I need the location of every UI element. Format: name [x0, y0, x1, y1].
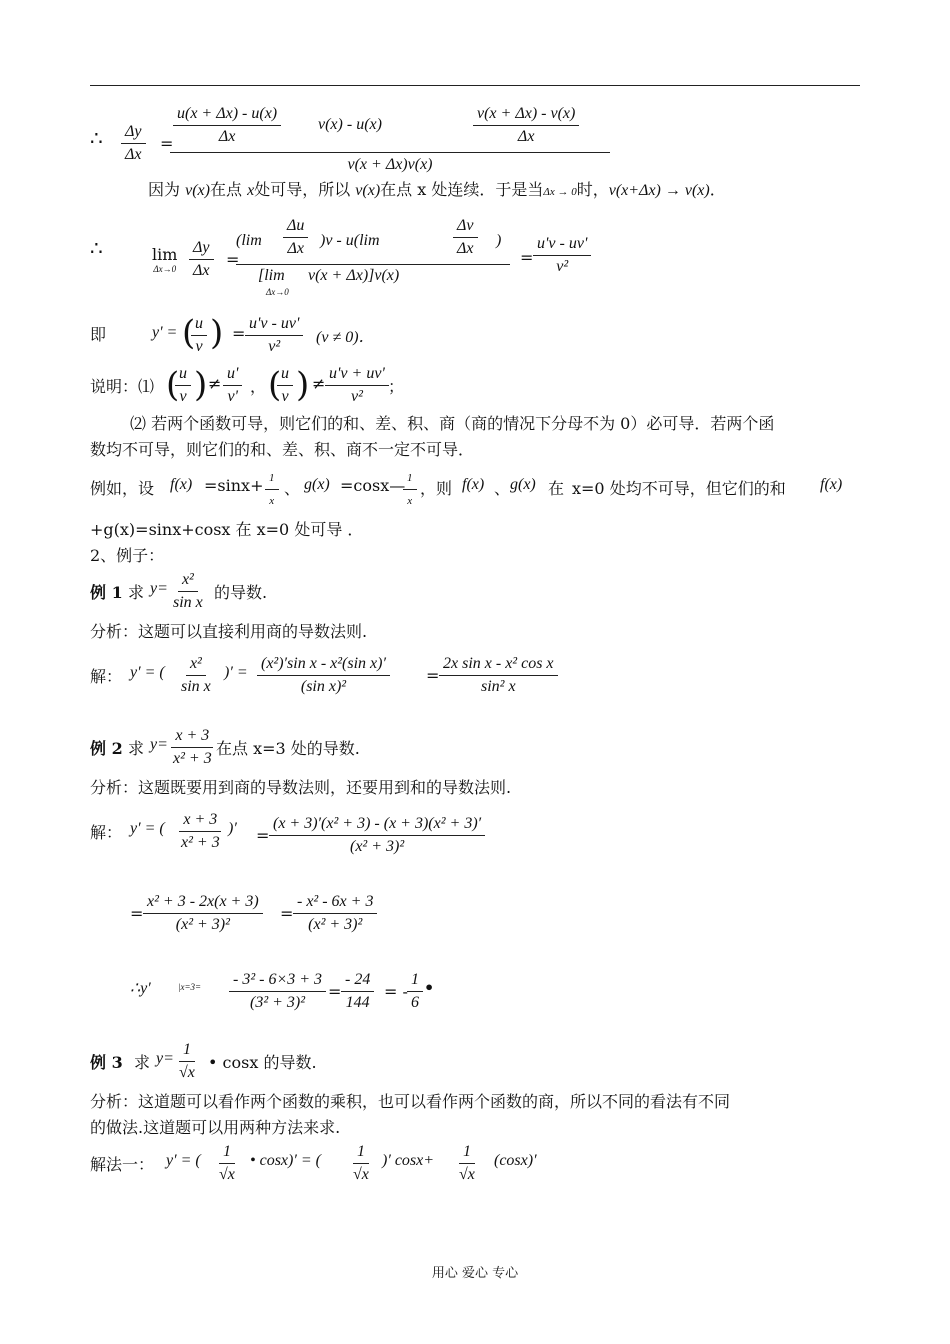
- big-fraction-2: (lim $\frac{\Delta u}{\Delta x}$ )v - u(lim $\frac{\Delta v}{\Delta x}$ ) [lim v(x + Δx)]v(x) Δx→0: [236, 222, 510, 301]
- example-3: 例 3 求 y= $\frac{1}{√x}$ • cosx 的导数.: [90, 1041, 317, 1081]
- header-rule: [90, 85, 860, 86]
- formula-limit: ∴ lim Δx→0 $\frac{\Delta y}{\Delta x}$ = (lim $\frac{\Delta u}{\Delta x}$ )v - u(lim $\frac{\Delta v}{\Delta x}$ ) [lim v(x + Δx)]v(x) Δx→0 = $\frac{u'v - uv'}{\text{v²}}$: [90, 222, 590, 302]
- example-2-analysis: 分析：这题既要用到商的导数法则，还要用到和的导数法则.: [90, 778, 512, 797]
- note-2-line-1: ⑵ 若两个函数可导，则它们的和、差、积、商（商的情况下分母不为 0）必可导．若两个函: [130, 414, 775, 433]
- example-3-analysis-line-1: 分析：这道题可以看作两个函数的乘积，也可以看作两个函数的商，所以不同的看法有不同: [90, 1092, 731, 1111]
- quotient-rule: 即 y' = ( $\frac{u}{v}$ ) = $\frac{u'v - uv'}{\text{v²}}$ (v ≠ 0)．: [90, 313, 375, 355]
- example-intro-line-2: +g(x)=sinx+cosx 在 x=0 处可导 ．: [90, 520, 364, 539]
- example-3-solution-1: 解法一： y′ = ( $\frac{1}{√x}$ • cosx)′ = ( $\frac{1}{√x}$ )′ cosx+ $\frac{1}{√x}$ (cosx)′: [90, 1143, 537, 1183]
- note-1: 说明：⑴ ( $\frac{u}{v}$ ) ≠ $\frac{u'}{v'}$ ， ( $\frac{u}{v}$ ) ≠ $\frac{u'v + uv'}{\text{v²}}$ ；: [90, 365, 405, 405]
- example-2-solution-step-1: 解： y′ = ( $\frac{x + 3}{\text{x² + 3}}$ )′ = $\frac{\text{(x + 3)′(x² + 3) - (x + 3)(x² + 3)′}}{\text{(x² + 3)²}}$: [90, 812, 610, 868]
- note-2-line-2: 数均不可导，则它们的和、差、积、商不一定不可导．: [90, 440, 475, 459]
- example-2: 例 2 求 y= $\frac{x + 3}{\text{x² + 3}}$ 在点 x=3 处的导数.: [90, 727, 360, 767]
- example-intro: 例如，设 f(x) =sinx+ $\frac{1}{x}$ 、 g(x) =cosx— $\frac{1}{x}$ ，则 f(x) 、 g(x) 在 x=0 处均不可导，但它们的和 f(x): [90, 466, 870, 514]
- example-1-analysis: 分析：这题可以直接利用商的导数法则.: [90, 622, 368, 641]
- example-1: 例 1 求 y= $\frac{\text{x²}}{\text{sin x}}$ 的导数.: [90, 571, 268, 611]
- lim-block: lim Δx→0: [152, 245, 178, 274]
- example-2-solution-step-3: ∴y′ |x=3= $\frac{\text{- 3² - 6×3 + 3}}{\text{(3² + 3)²}}$ = $\frac{- 24}{144}$ = - $\frac{1}{6}$ •: [130, 971, 435, 1011]
- example-1-solution: 解： y′ = ( $\frac{\text{x²}}{\text{sin x}}$ )′ = $\frac{\text{(x²)′sin x - x²(sin x)′}}{\text{(sin x)²}}$ = $\frac{\text{2x sin x - x² cos x}}{\text{sin² x}}$: [90, 654, 610, 710]
- therefore-symbol: ∴: [90, 126, 103, 150]
- page-footer: 用心 爱心 专心: [431, 1266, 519, 1281]
- big-fraction-1: $\frac{u(x + \Delta x) - u(x)}{\Delta x}$ v(x) - u(x) $\frac{v(x + \Delta x) - v(x)}{\Delta x}$ v(x + Δx)v(x): [170, 104, 610, 177]
- dy-over-dx: $\frac{\Delta y}{\Delta x}$: [121, 122, 146, 165]
- section-2-heading: 2、例子：: [90, 546, 165, 565]
- example-2-solution-step-2: = $\frac{\text{x² + 3 - 2x(x + 3)}}{\text{(x² + 3)²}}$ = $\frac{\text{- x² - 6x + 3}}{\text{(x² + 3)²}}$: [130, 892, 530, 948]
- example-3-analysis-line-2: 的做法.这道题可以用两种方法来求.: [90, 1118, 341, 1137]
- continuity-line: 因为 v(x)在点 x处可导，所以 v(x)在点 x 处连续．于是当Δx → 0时，v(x+Δx) → v(x)．: [148, 180, 726, 199]
